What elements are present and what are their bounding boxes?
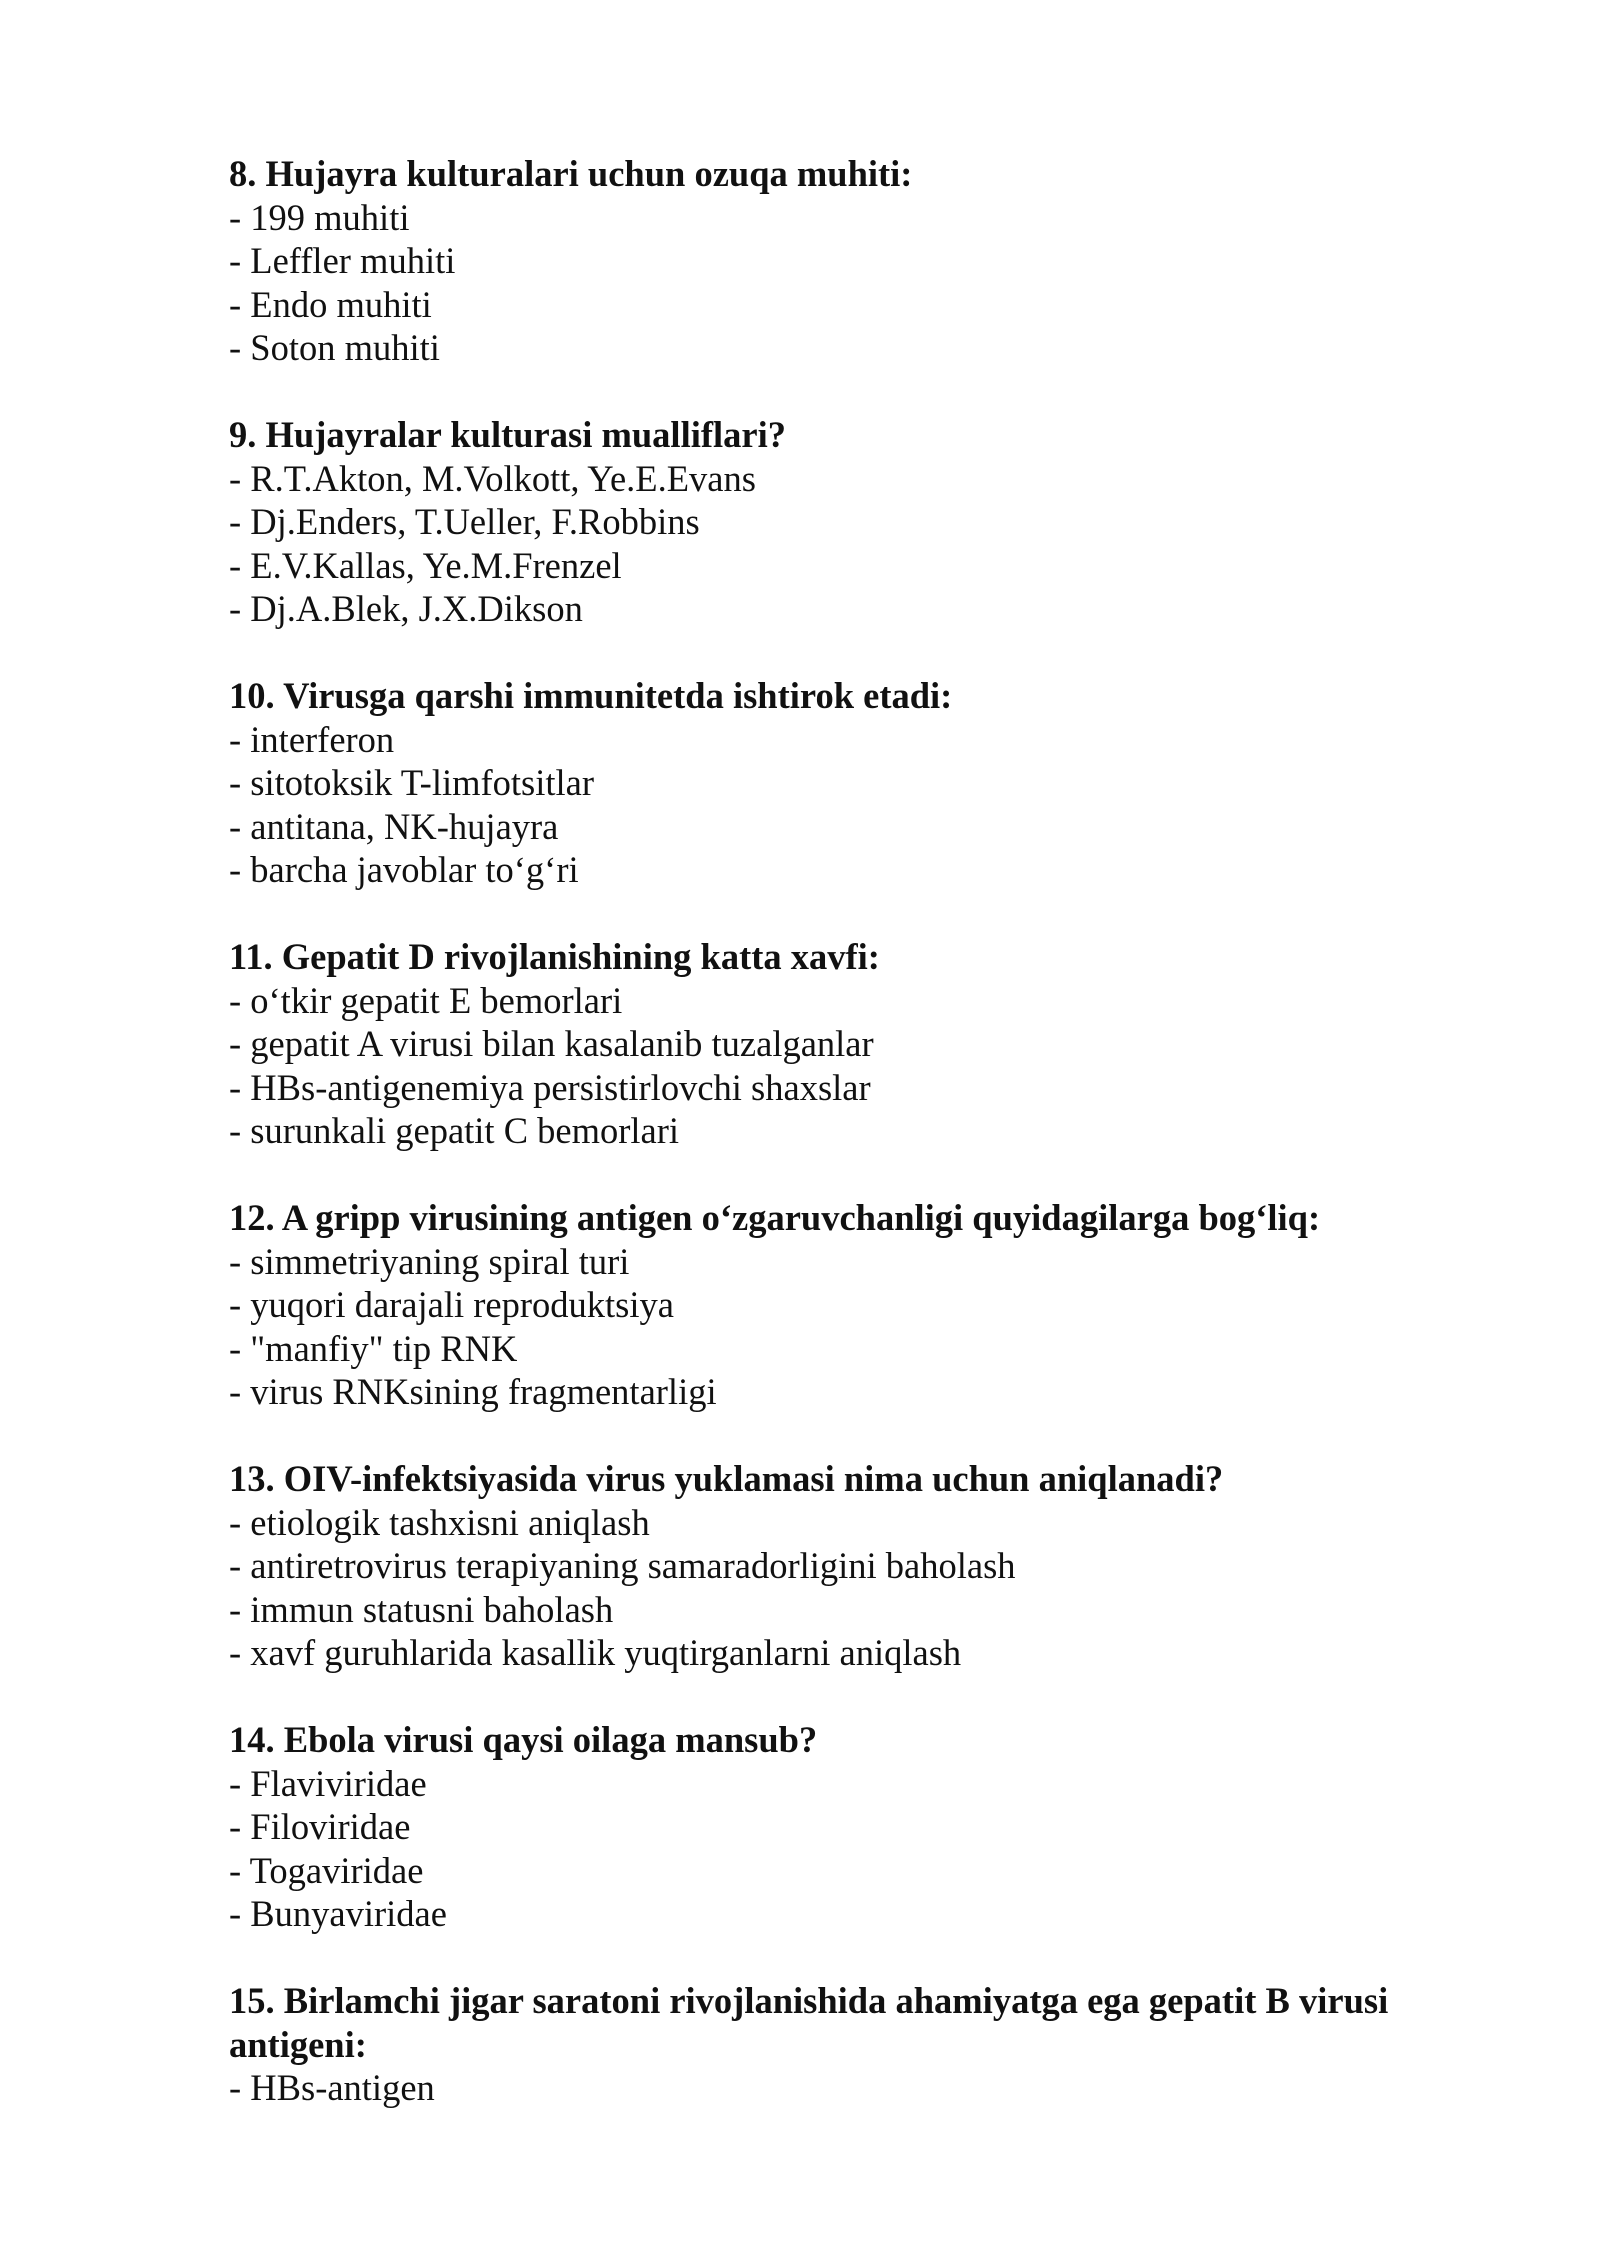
question-9 <box>229 413 1529 631</box>
answer-option: - virus RNKsining fragmentarligi <box>229 1370 1529 1414</box>
answer-list <box>229 1762 1529 1936</box>
question-14 <box>229 1718 1529 1936</box>
question-13 <box>229 1457 1529 1675</box>
answer-option: - Filoviridae <box>229 1805 1529 1849</box>
answer-option: - Togaviridae <box>229 1849 1529 1893</box>
answer-option: - gepatit A virusi bilan kasalanib tuzalganlar <box>229 1022 1529 1066</box>
answer-option: - R.T.Akton, M.Volkott, Ye.E.Evans <box>229 457 1529 501</box>
question-title: 14. Ebola virusi qaysi oilaga mansub? <box>229 1719 818 1760</box>
answer-option: - barcha javoblar to‘g‘ri <box>229 848 1529 892</box>
question-title: 15. Birlamchi jigar saratoni rivojlanishida ahamiyatga ega gepatit B virusi antigeni: <box>229 1980 1389 2065</box>
question-15 <box>229 1979 1529 2110</box>
answer-list <box>229 196 1529 370</box>
question-title: 12. A gripp virusining antigen o‘zgaruvchanligi quyidagilarga bog‘liq: <box>229 1197 1321 1238</box>
question-title: 13. OIV-infektsiyasida virus yuklamasi nima uchun aniqlanadi? <box>229 1458 1224 1499</box>
answer-option: - "manfiy" tip RNK <box>229 1327 1529 1371</box>
answer-option: - Endo muhiti <box>229 283 1529 327</box>
question-title: 9. Hujayralar kulturasi mualliflari? <box>229 414 786 455</box>
answer-option: - interferon <box>229 718 1529 762</box>
answer-option: - Leffler muhiti <box>229 239 1529 283</box>
answer-option: - simmetriyaning spiral turi <box>229 1240 1529 1284</box>
question-title: 8. Hujayra kulturalari uchun ozuqa muhiti: <box>229 153 913 194</box>
document-page <box>229 152 1529 2153</box>
question-title: 10. Virusga qarshi immunitetda ishtirok etadi: <box>229 675 953 716</box>
answer-list <box>229 1501 1529 1675</box>
answer-option: - Dj.A.Blek, J.X.Dikson <box>229 587 1529 631</box>
answer-option: - Soton muhiti <box>229 326 1529 370</box>
answer-option: - antitana, NK-hujayra <box>229 805 1529 849</box>
answer-list <box>229 1240 1529 1414</box>
answer-list <box>229 979 1529 1153</box>
question-title: 11. Gepatit D rivojlanishining katta xavfi: <box>229 936 880 977</box>
answer-list <box>229 457 1529 631</box>
answer-option: - E.V.Kallas, Ye.M.Frenzel <box>229 544 1529 588</box>
answer-option: - antiretrovirus terapiyaning samaradorligini baholash <box>229 1544 1529 1588</box>
answer-option: - HBs-antigenemiya persistirlovchi shaxslar <box>229 1066 1529 1110</box>
question-8 <box>229 152 1529 370</box>
answer-option: - sitotoksik T-limfotsitlar <box>229 761 1529 805</box>
answer-option: - o‘tkir gepatit E bemorlari <box>229 979 1529 1023</box>
answer-list <box>229 2066 1529 2110</box>
answer-option: - Flaviviridae <box>229 1762 1529 1806</box>
answer-option: - yuqori darajali reproduktsiya <box>229 1283 1529 1327</box>
answer-list <box>229 718 1529 892</box>
answer-option: - HBs-antigen <box>229 2066 1529 2110</box>
answer-option: - immun statusni baholash <box>229 1588 1529 1632</box>
answer-option: - etiologik tashxisni aniqlash <box>229 1501 1529 1545</box>
answer-option: - Bunyaviridae <box>229 1892 1529 1936</box>
answer-option: - surunkali gepatit C bemorlari <box>229 1109 1529 1153</box>
answer-option: - xavf guruhlarida kasallik yuqtirganlarni aniqlash <box>229 1631 1529 1675</box>
answer-option: - 199 muhiti <box>229 196 1529 240</box>
question-12 <box>229 1196 1529 1414</box>
question-11 <box>229 935 1529 1153</box>
answer-option: - Dj.Enders, T.Ueller, F.Robbins <box>229 500 1529 544</box>
question-10 <box>229 674 1529 892</box>
